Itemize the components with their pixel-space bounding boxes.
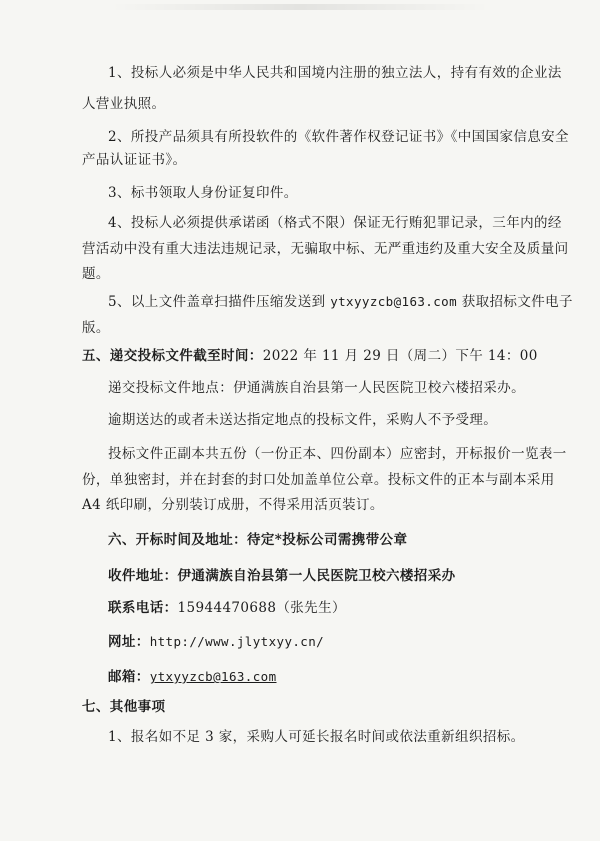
email-link[interactable]: ytxyyzcb@163.com xyxy=(149,669,277,684)
recipient-address xyxy=(108,566,456,586)
requirement-1-line-1: 1、投标人必须是中华人民共和国境内注册的独立法人，持有有效的企业法 xyxy=(108,65,562,81)
requirement-4-line-3: 题。 xyxy=(82,266,110,282)
submission-location: 递交投标文件地点：伊通满族自治县第一人民医院卫校六楼招采办。 xyxy=(108,380,525,396)
requirement-2-line-1: 2、所投产品须具有所投软件的《软件著作权登记证书》《中国国家信息安全 xyxy=(108,129,569,145)
late-submission-note: 逾期送达的或者未送达指定地点的投标文件，采购人不予受理。 xyxy=(108,412,498,428)
copies-line-3: A4 纸印刷，分别装订成册，不得采用活页装订。 xyxy=(82,497,384,513)
website xyxy=(108,632,324,652)
section-5-deadline: 2022 年 11 月 29 日（周二）下午 14：00 xyxy=(262,348,538,364)
section-5-heading-line xyxy=(82,346,538,366)
website-link[interactable]: http://www.jlytxyy.cn/ xyxy=(149,634,325,649)
section-6-heading: 六、开标时间及地址：待定*投标公司需携带公章 xyxy=(108,532,408,548)
requirement-5-email: ytxyyzcb@163.com xyxy=(330,294,458,309)
contact-phone-label: 联系电话： xyxy=(108,600,178,616)
requirement-4-line-1: 4、投标人必须提供承诺函（格式不限）保证无行贿犯罪记录，三年内的经 xyxy=(108,215,562,231)
website-label: 网址： xyxy=(108,634,150,650)
scan-artifact xyxy=(110,4,490,10)
copies-line-2: 份，单独密封，并在封套的封口处加盖单位公章。投标文件的正本与副本采用 xyxy=(82,472,555,488)
requirement-4-line-2: 营活动中没有重大违法违规记录，无骗取中标、无严重违约及重大安全及质量问 xyxy=(82,241,569,257)
recipient-address-text: 收件地址：伊通满族自治县第一人民医院卫校六楼招采办 xyxy=(108,568,456,584)
requirement-5-pre: 5、以上文件盖章扫描件压缩发送到 xyxy=(108,294,326,310)
requirement-2-line-2: 产品认证证书》。 xyxy=(82,152,187,168)
requirement-5-line-1 xyxy=(108,292,573,312)
contact-phone xyxy=(108,598,346,618)
email xyxy=(108,667,277,687)
requirement-5-line-2: 版。 xyxy=(82,320,110,336)
requirement-5-post: 获取招标文件电子 xyxy=(461,294,573,310)
requirement-1-line-2: 人营业执照。 xyxy=(82,96,166,112)
section-5-heading: 五、递交投标文件截至时间： xyxy=(82,348,263,364)
email-label: 邮箱： xyxy=(108,669,150,685)
section-7-heading: 七、其他事项 xyxy=(82,699,166,715)
copies-line-1: 投标文件正副本共五份（一份正本、四份副本）应密封，开标报价一览表一 xyxy=(108,446,567,462)
contact-phone-value: 15944470688（张先生） xyxy=(177,600,346,616)
requirement-3-line-1: 3、标书领取人身份证复印件。 xyxy=(108,185,298,201)
section-7-item-1: 1、报名如不足 3 家，采购人可延长报名时间或依法重新组织招标。 xyxy=(108,729,525,745)
